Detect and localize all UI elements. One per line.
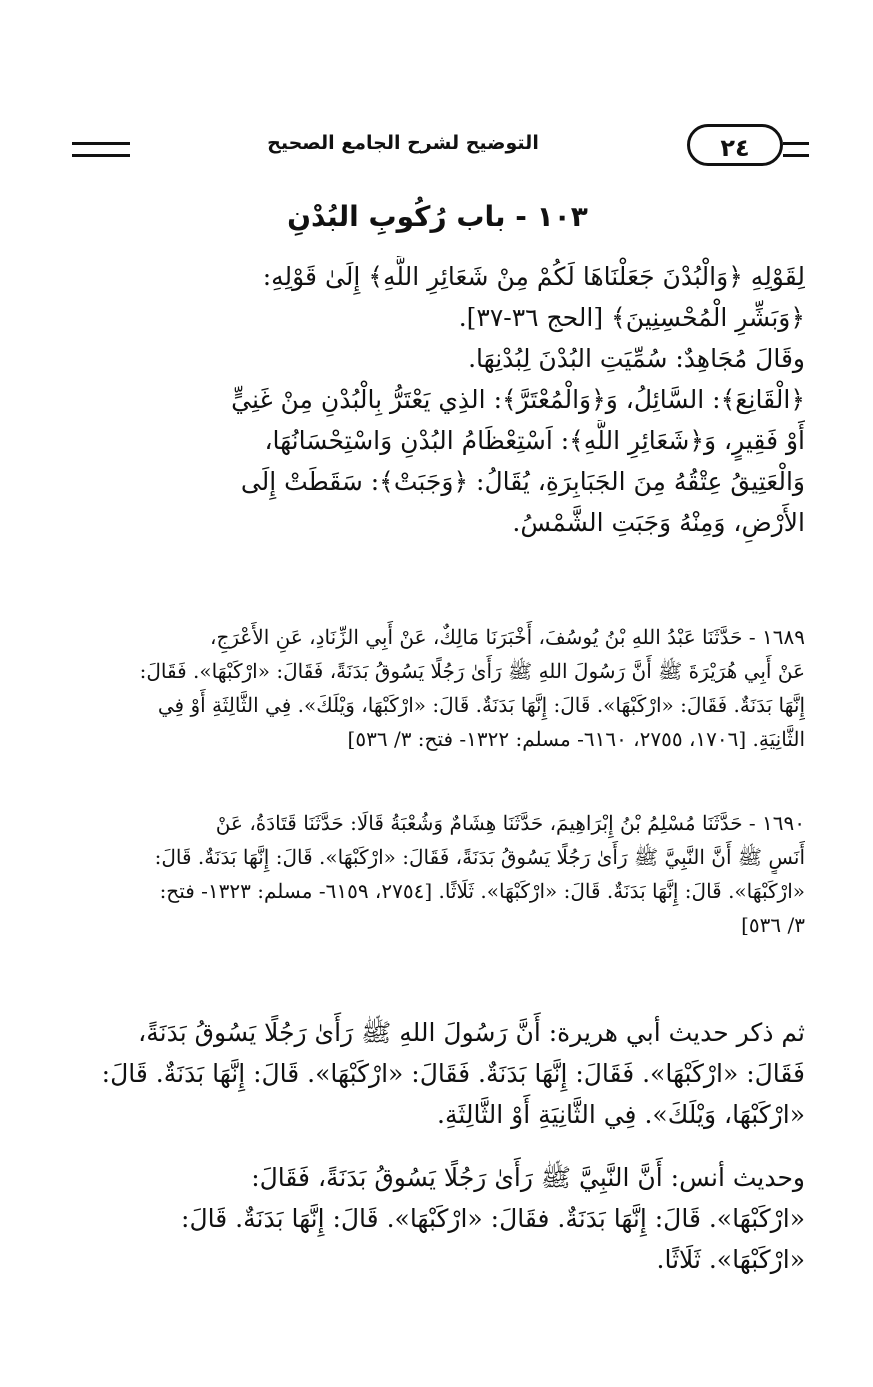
page-number: ٢٤ xyxy=(687,124,783,166)
hadith-line: ٣/ ٥٣٦] xyxy=(741,913,805,937)
commentary-paragraph-2 xyxy=(75,1157,805,1280)
commentary-line: «ارْكَبْهَا، وَيْلَكَ». فِي الثَّانِيَةِ أَوْ الثَّالِثَةِ. xyxy=(437,1100,805,1129)
chapter-heading: ١٠٣ - باب رُكُوبِ البُدْنِ xyxy=(287,200,588,233)
hadith-line: أَنَسٍ ﷺ أَنَّ النَّبِيَّ ﷺ رَأَىٰ رَجُلًا يَسُوقُ بَدَنَةً، فَقَالَ: «ارْكَبْهَا». قَالَ: إِنَّهَا بَدَنَةٌ. قَالَ: xyxy=(154,845,805,869)
commentary-line: وحديث أنس: أَنَّ النَّبِيَّ ﷺ رَأَىٰ رَجُلًا يَسُوقُ بَدَنَةً، فَقَالَ: xyxy=(251,1163,805,1192)
page-header xyxy=(72,118,807,178)
running-title: التوضيح لشرح الجامع الصحيح xyxy=(267,132,539,154)
commentary-line: ثم ذكر حديث أبي هريرة: أَنَّ رَسُولَ اللهِ ﷺ رَأَىٰ رَجُلًا يَسُوقُ بَدَنَةً، xyxy=(138,1018,805,1047)
intro-line: وقَالَ مُجَاهِدٌ: سُمِّيَتِ البُدْنَ لِبُدْنِهَا. xyxy=(468,344,805,373)
hadith-line: «ارْكَبْهَا». قَالَ: إِنَّهَا بَدَنَةٌ. قَالَ: «ارْكَبْهَا». ثَلَاثًا. [٢٧٥٤، ٦١٥٩- مسلم: ١٣٢٣- فتح: xyxy=(159,879,805,903)
intro-line: وَالْعَتِيقُ عِتْقُهُ مِنَ الجَبَابِرَةِ، يُقَالُ: ﴿وَجَبَتْ﴾: سَقَطَتْ إِلَى xyxy=(240,467,805,496)
commentary-line: فَقَالَ: «ارْكَبْهَا». فَقَالَ: إِنَّهَا بَدَنَةٌ. فَقَالَ: «ارْكَبْهَا». قَالَ: إِنَّهَا بَدَنَةٌ. قَالَ: xyxy=(101,1059,805,1088)
commentary-line: «ارْكَبْهَا». قَالَ: إِنَّهَا بَدَنَةٌ. فقَالَ: «ارْكَبْهَا». قَالَ: إِنَّهَا بَدَنَةٌ. قَالَ: xyxy=(181,1204,805,1233)
hadith-1689 xyxy=(75,620,805,756)
commentary-paragraph-1 xyxy=(75,1012,805,1135)
hadith-line: ١٦٩٠ - حَدَّثَنَا مُسْلِمُ بْنُ إِبْرَاهِيمَ، حَدَّثَنَا هِشَامٌ وَشُعْبَةُ قَالَا: حَدَّثَنَا قَتَادَةُ، عَنْ xyxy=(215,811,805,835)
hadith-line: ١٦٨٩ - حَدَّثَنَا عَبْدُ اللهِ بْنُ يُوسُفَ، أَخْبَرَنَا مَالِكٌ، عَنْ أَبِي الزِّنَادِ، عَنِ الأَعْرَجِ، xyxy=(210,625,805,649)
intro-line: أَوْ فَقِيرٍ، وَ﴿شَعَائِرِ اللَّهِ﴾: اَسْتِعْظَامُ البُدْنِ وَاسْتِحْسَانُهَا، xyxy=(264,426,805,455)
header-rule-left xyxy=(72,142,130,157)
intro-line: الأَرْضِ، وَمِنْهُ وَجَبَتِ الشَّمْسُ. xyxy=(512,508,805,537)
commentary-line: «ارْكَبْهَا». ثَلَاثًا. xyxy=(656,1245,805,1274)
hadith-line: الثَّانِيَةِ. [١٧٠٦، ٢٧٥٥، ٦١٦٠- مسلم: ١٣٢٢- فتح: ٣/ ٥٣٦] xyxy=(347,727,805,751)
header-rule-right xyxy=(783,142,809,157)
intro-line: ﴿وَبَشِّرِ الْمُحْسِنِينَ﴾ [الحج ٣٦-٣٧]. xyxy=(458,303,805,332)
intro-text xyxy=(75,256,805,543)
hadith-1690 xyxy=(75,806,805,942)
hadith-line: إِنَّهَا بَدَنَةٌ. فَقَالَ: «ارْكَبْهَا». قَالَ: إِنَّهَا بَدَنَةٌ. قَالَ: «ارْكَبْهَا، وَيْلَكَ». فِي الثَّالِثَةِ أَوْ فِي xyxy=(157,693,805,717)
intro-line: لِقَوْلِهِ ﴿وَالْبُدْنَ جَعَلْنَاهَا لَكُمْ مِنْ شَعَائِرِ اللَّهِ﴾ إِلَىٰ قَوْلِهِ: xyxy=(262,262,805,291)
hadith-line: عَنْ أَبِي هُرَيْرَةَ ﷺ أَنَّ رَسُولَ اللهِ ﷺ رَأَىٰ رَجُلًا يَسُوقُ بَدَنَةً، فَقَالَ: «ارْكَبْهَا». فَقَالَ: xyxy=(139,659,805,683)
intro-line: ﴿الْقَانِعَ﴾: السَّائِلُ، وَ﴿وَالْمُعْتَرَّ﴾: الذِي يَعْتَرُّ بِالْبُدْنِ مِنْ غَنِيٍّ xyxy=(231,385,805,414)
